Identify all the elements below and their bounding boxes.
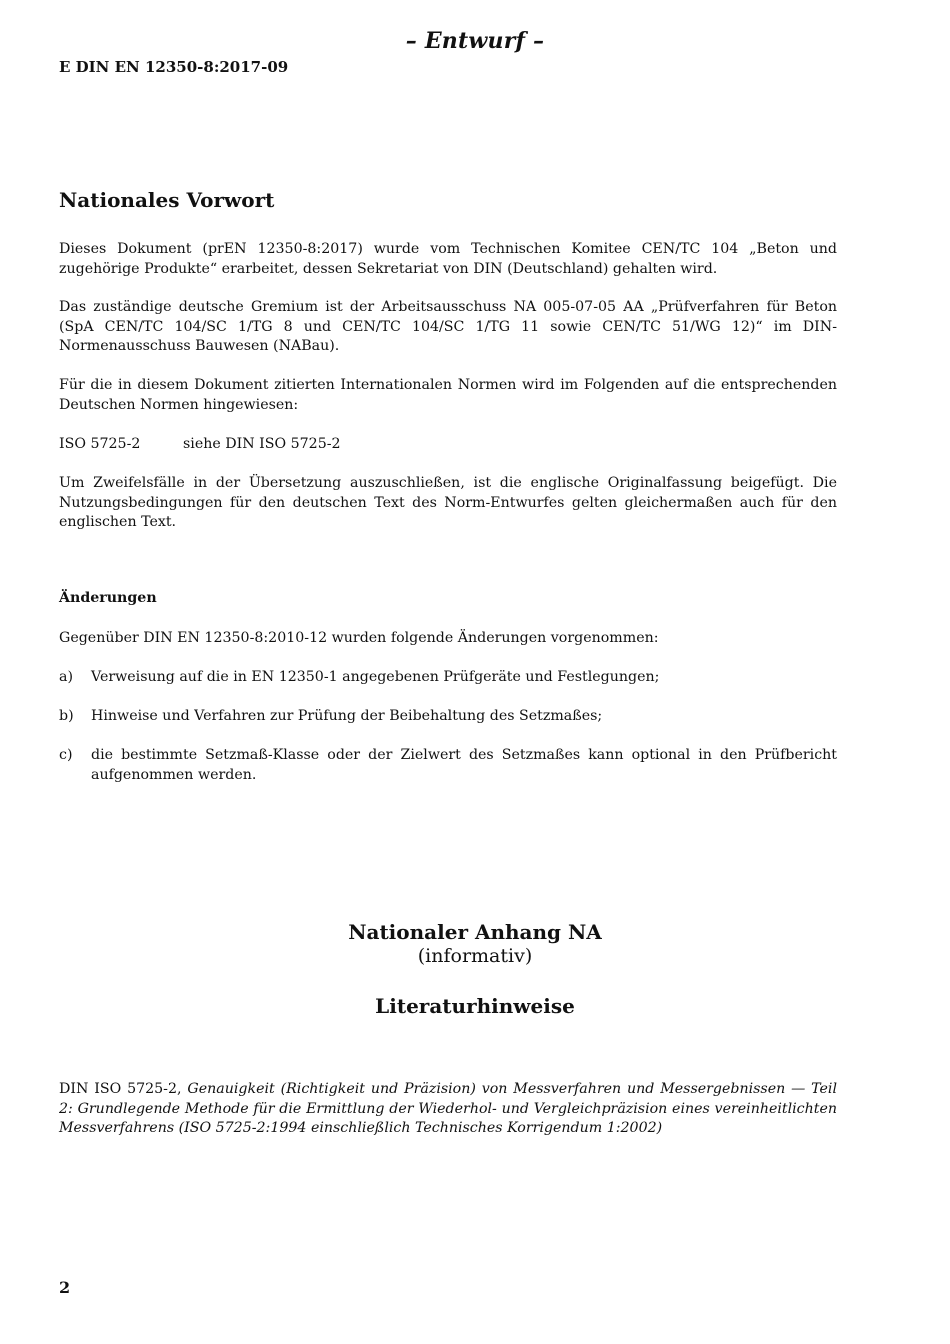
draft-mark: – Entwurf – xyxy=(405,28,545,54)
list-marker: b) xyxy=(59,708,74,724)
aenderungen-title: Änderungen xyxy=(59,590,157,606)
page-number: 2 xyxy=(59,1278,71,1297)
literature-heading xyxy=(0,994,950,1018)
vorwort-title: Nationales Vorwort xyxy=(59,188,275,212)
list-marker: a) xyxy=(59,669,73,685)
vorwort-paragraph-1 xyxy=(59,240,837,279)
paragraph: Dieses Dokument (prEN 12350-8:2017) wurde vom Technischen Komitee CEN/TC 104 „Beton und zugehörige Produkte“ erarbeitet, dessen Sekretariat von DIN (Deutschland) gehalten wird. xyxy=(59,241,837,277)
paragraph: Um Zweifelsfälle in der Übersetzung auszuschließen, ist die englische Originalfassung beigefügt. Die Nutzungsbedingungen für den deutschen Text des Norm-Entwurfes gelten gleichermaßen auch für den englischen Text. xyxy=(59,475,837,530)
annex-heading xyxy=(0,920,950,968)
aenderungen-heading-block xyxy=(59,590,837,606)
list-marker: c) xyxy=(59,747,73,763)
annex-title: Nationaler Anhang NA xyxy=(348,920,602,944)
list-text: die bestimmte Setzmaß-Klasse oder der Zielwert des Setzmaßes kann optional in den Prüfbericht aufgenommen werden. xyxy=(91,747,837,783)
vorwort-heading-block xyxy=(59,188,837,212)
list-text: Hinweise und Verfahren zur Prüfung der Beibehaltung des Setzmaßes; xyxy=(91,708,603,724)
reference-row xyxy=(59,435,837,455)
bibliography-entry xyxy=(59,1080,837,1139)
list-item xyxy=(59,668,837,688)
list-item xyxy=(59,707,837,727)
vorwort-paragraph-4 xyxy=(59,474,837,533)
document-id: E DIN EN 12350-8:2017-09 xyxy=(59,58,289,76)
aenderungen-intro-block xyxy=(59,629,837,649)
reference-target: siehe DIN ISO 5725-2 xyxy=(183,436,341,452)
list-item xyxy=(59,746,837,785)
aenderungen-intro: Gegenüber DIN EN 12350-8:2010-12 wurden folgende Änderungen vorgenommen: xyxy=(59,630,659,646)
bibliography-title: Genauigkeit (Richtigkeit und Präzision) von Messverfahren und Messergebnissen — Teil 2: Grundlegende Methode für die Ermittlung der Wiederhol- und Vergleichpräzision eines vereinheitlichten Messverfahrens (ISO 5725-2:1994 einschließlich Technisches Korrigendum 1:2002) xyxy=(59,1081,837,1136)
vorwort-paragraph-2 xyxy=(59,298,837,357)
list-text: Verweisung auf die in EN 12350-1 angegebenen Prüfgeräte und Festlegungen; xyxy=(91,669,660,685)
reference-code: ISO 5725-2 xyxy=(59,436,141,452)
bibliography-prefix: DIN ISO 5725-2, xyxy=(59,1081,188,1097)
paragraph: Für die in diesem Dokument zitierten Internationalen Normen wird im Folgenden auf die entsprechenden Deutschen Normen hingewiesen: xyxy=(59,377,837,413)
literature-title: Literaturhinweise xyxy=(375,994,575,1018)
vorwort-paragraph-3 xyxy=(59,376,837,415)
paragraph: Das zuständige deutsche Gremium ist der Arbeitsausschuss NA 005-07-05 AA „Prüfverfahren für Beton (SpA CEN/TC 104/SC 1/TG 8 und CEN/TC 104/SC 1/TG 11 sowie CEN/TC 51/WG 12)“ im DIN-Normenausschuss Bauwesen (NABau). xyxy=(59,299,837,354)
annex-subtitle: (informativ) xyxy=(417,945,533,967)
